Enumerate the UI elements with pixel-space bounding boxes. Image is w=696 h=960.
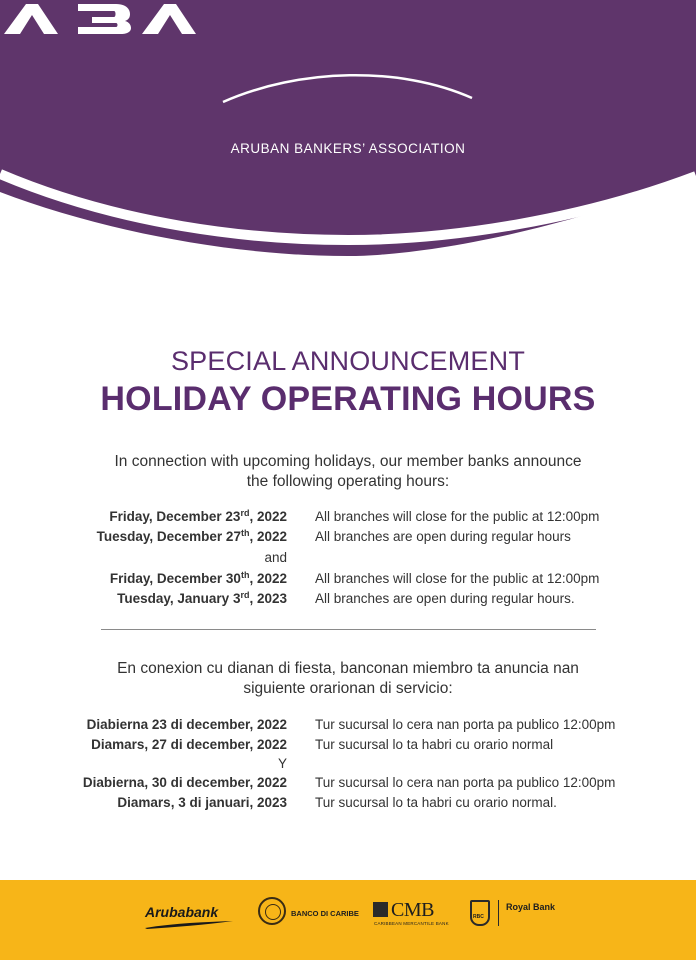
section-divider bbox=[101, 629, 596, 630]
english-row-date: Friday, December 30th, 2022 bbox=[109, 570, 287, 586]
papiamento-row-text: Tur sucursal lo ta habri cu orario normal. bbox=[315, 795, 557, 810]
english-row bbox=[0, 509, 696, 529]
papiamento-intro-line2: siguiente orarionan di servicio: bbox=[243, 680, 453, 697]
english-intro-line1: In connection with upcoming holidays, our member banks announce bbox=[114, 453, 582, 470]
english-row bbox=[0, 571, 696, 591]
papiamento-row-date: Diamars, 27 di december, 2022 bbox=[91, 737, 287, 752]
english-row-date: Tuesday, December 27th, 2022 bbox=[96, 528, 287, 544]
aba-logo-icon bbox=[0, 0, 200, 40]
papiamento-row-text: Tur sucursal lo cera nan porta pa publico 12:00pm bbox=[315, 717, 616, 732]
organization-name: ARUBAN BANKERS’ ASSOCIATION bbox=[230, 141, 466, 156]
papiamento-intro bbox=[0, 659, 696, 699]
english-row bbox=[0, 591, 696, 611]
announcement-heading: SPECIAL ANNOUNCEMENT bbox=[170, 346, 526, 376]
papiamento-row-date: Diabierna, 30 di december, 2022 bbox=[82, 775, 287, 790]
english-row-text: All branches will close for the public at 12:00pm bbox=[315, 571, 600, 586]
papiamento-intro-line1: En conexion cu dianan di fiesta, banconan miembro ta anuncia nan bbox=[117, 660, 579, 677]
header-banner bbox=[0, 0, 696, 270]
papiamento-row-text: Tur sucursal lo cera nan porta pa publico 12:00pm bbox=[315, 775, 616, 790]
english-conjunction-text: and bbox=[264, 550, 287, 565]
page-title: HOLIDAY OPERATING HOURS bbox=[100, 380, 596, 418]
papiamento-row bbox=[0, 717, 696, 737]
english-row bbox=[0, 529, 696, 549]
arubabank-swoosh-icon bbox=[145, 920, 235, 930]
cmb-subtitle: CARIBBEAN MERCANTILE BANK bbox=[374, 921, 449, 926]
english-row-text: All branches are open during regular hours bbox=[315, 529, 571, 544]
papiamento-row bbox=[0, 737, 696, 757]
footer-sponsors bbox=[0, 880, 696, 960]
english-row-date: Friday, December 23rd, 2022 bbox=[109, 508, 287, 524]
english-intro-line2: the following operating hours: bbox=[246, 473, 450, 490]
papiamento-row-date: Diamars, 3 di januari, 2023 bbox=[117, 795, 287, 810]
papiamento-row-text: Tur sucursal lo ta habri cu orario normal bbox=[315, 737, 554, 752]
english-intro bbox=[0, 452, 696, 492]
cmb-emblem-icon bbox=[373, 902, 388, 917]
english-row-text: All branches will close for the public at 12:00pm bbox=[315, 509, 600, 524]
cmb-logo: CMB bbox=[391, 899, 434, 921]
papiamento-row-date: Diabierna 23 di december, 2022 bbox=[86, 717, 287, 732]
royal-bank-logo: Royal Bank bbox=[506, 902, 556, 912]
arubabank-logo: Arubabank bbox=[145, 904, 219, 920]
papiamento-row bbox=[0, 775, 696, 795]
banco-di-caribe-logo: BANCO DI CARIBE bbox=[291, 909, 359, 918]
rbc-mark: RBC bbox=[473, 914, 484, 920]
rbc-divider bbox=[498, 900, 499, 926]
english-row-date: Tuesday, January 3rd, 2023 bbox=[117, 590, 287, 606]
rbc-shield-icon bbox=[470, 900, 490, 926]
banco-di-caribe-emblem-icon bbox=[258, 897, 286, 925]
papiamento-row bbox=[0, 795, 696, 815]
papiamento-conjunction-text: Y bbox=[277, 756, 287, 771]
english-row-text: All branches are open during regular hours. bbox=[315, 591, 575, 606]
